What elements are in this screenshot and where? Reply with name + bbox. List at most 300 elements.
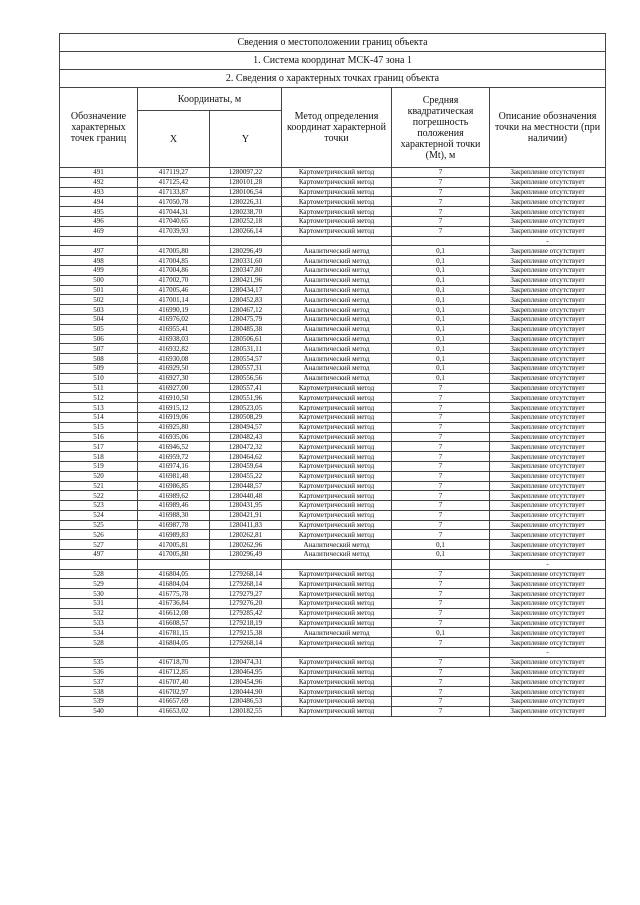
description-cell: Закрепление отсутствует (490, 638, 606, 648)
accuracy-cell: 7 (392, 393, 490, 403)
accuracy-cell: 7 (392, 187, 490, 197)
empty-cell (138, 236, 210, 246)
coord-x-cell: 416915,12 (138, 403, 210, 413)
coord-y-cell: 1280523,05 (210, 403, 282, 413)
point-number-cell: 511 (60, 383, 138, 393)
table-row (60, 285, 606, 295)
accuracy-cell: 7 (392, 412, 490, 422)
coord-x-cell: 416989,46 (138, 501, 210, 511)
accuracy-cell: 0,1 (392, 550, 490, 560)
coord-x-cell: 416989,62 (138, 491, 210, 501)
coord-x-cell: 416657,69 (138, 697, 210, 707)
coord-x-cell: 416653,02 (138, 706, 210, 716)
accuracy-cell: 7 (392, 452, 490, 462)
table-row (60, 657, 606, 667)
table-row (60, 246, 606, 256)
accuracy-cell: 7 (392, 226, 490, 236)
coord-y-cell: 1280182,55 (210, 706, 282, 716)
description-cell: Закрепление отсутствует (490, 373, 606, 383)
coord-x-cell: 416988,30 (138, 510, 210, 520)
table-row (60, 363, 606, 373)
method-cell: Картометрический метод (282, 471, 392, 481)
accuracy-cell: 7 (392, 677, 490, 687)
method-cell: Аналитический метод (282, 324, 392, 334)
coord-y-cell: 1280434,17 (210, 285, 282, 295)
method-cell: Аналитический метод (282, 256, 392, 266)
method-cell: Аналитический метод (282, 344, 392, 354)
point-number-cell: 505 (60, 324, 138, 334)
coord-x-cell: 416707,40 (138, 677, 210, 687)
point-number-cell: 533 (60, 618, 138, 628)
empty-cell (60, 559, 138, 569)
coord-x-cell: 417001,14 (138, 295, 210, 305)
coord-y-cell: 1280262,81 (210, 530, 282, 540)
accuracy-cell: 0,1 (392, 275, 490, 285)
table-row (60, 177, 606, 187)
empty-cell (60, 648, 138, 658)
description-cell: Закрепление отсутствует (490, 226, 606, 236)
coord-y-cell: 1280551,96 (210, 393, 282, 403)
table-row (60, 295, 606, 305)
point-number-cell: 539 (60, 697, 138, 707)
method-cell: Картометрический метод (282, 216, 392, 226)
table-row (60, 618, 606, 628)
accuracy-cell: 0,1 (392, 246, 490, 256)
group-separator-row (60, 559, 606, 569)
document-sheet (59, 33, 605, 717)
coord-y-cell: 1280448,57 (210, 481, 282, 491)
method-cell: Картометрический метод (282, 657, 392, 667)
coord-x-cell: 416986,85 (138, 481, 210, 491)
coord-x-cell: 417044,31 (138, 207, 210, 217)
accuracy-cell: 7 (392, 383, 490, 393)
description-cell: Закрепление отсутствует (490, 608, 606, 618)
description-cell: Закрепление отсутствует (490, 510, 606, 520)
point-number-cell: 520 (60, 471, 138, 481)
coord-y-cell: 1280266,14 (210, 226, 282, 236)
table-row (60, 599, 606, 609)
accuracy-cell: 7 (392, 638, 490, 648)
method-cell: Картометрический метод (282, 481, 392, 491)
empty-cell (138, 648, 210, 658)
table-row (60, 197, 606, 207)
coord-x-cell: 416775,78 (138, 589, 210, 599)
coord-x-cell: 416910,50 (138, 393, 210, 403)
accuracy-cell: 7 (392, 510, 490, 520)
coord-x-cell: 417005,80 (138, 246, 210, 256)
table-row (60, 628, 606, 638)
description-cell: Закрепление отсутствует (490, 520, 606, 530)
description-cell: Закрепление отсутствует (490, 324, 606, 334)
coord-x-cell: 416804,05 (138, 638, 210, 648)
table-row (60, 354, 606, 364)
point-number-cell: 516 (60, 432, 138, 442)
accuracy-cell: 7 (392, 697, 490, 707)
point-number-cell: 527 (60, 540, 138, 550)
table-row (60, 422, 606, 432)
point-number-cell: 509 (60, 363, 138, 373)
method-cell: Картометрический метод (282, 520, 392, 530)
coord-x-cell: 417119,27 (138, 168, 210, 178)
coord-y-cell: 1280455,22 (210, 471, 282, 481)
accuracy-cell: 7 (392, 197, 490, 207)
table-row (60, 432, 606, 442)
coord-y-cell: 1280486,53 (210, 697, 282, 707)
description-cell: Закрепление отсутствует (490, 295, 606, 305)
point-number-cell: 515 (60, 422, 138, 432)
point-number-cell: 510 (60, 373, 138, 383)
coord-x-cell: 416925,80 (138, 422, 210, 432)
method-cell: Аналитический метод (282, 628, 392, 638)
coord-y-cell: 1279285,42 (210, 608, 282, 618)
point-number-cell: 537 (60, 677, 138, 687)
table-row (60, 579, 606, 589)
separator-cell: - (490, 648, 606, 658)
method-cell: Аналитический метод (282, 285, 392, 295)
coord-x-cell: 416712,85 (138, 667, 210, 677)
coord-x-cell: 416990,19 (138, 305, 210, 315)
description-cell: Закрепление отсутствует (490, 589, 606, 599)
coord-y-cell: 1280452,83 (210, 295, 282, 305)
coord-y-cell: 1280252,18 (210, 216, 282, 226)
coord-y-cell: 1280097,22 (210, 168, 282, 178)
header-x: X (138, 111, 210, 168)
table-row (60, 324, 606, 334)
coord-y-cell: 1280411,83 (210, 520, 282, 530)
point-number-cell: 501 (60, 285, 138, 295)
description-cell: Закрепление отсутствует (490, 363, 606, 373)
empty-cell (210, 559, 282, 569)
accuracy-cell: 0,1 (392, 256, 490, 266)
table-row (60, 667, 606, 677)
coord-x-cell: 416981,48 (138, 471, 210, 481)
coord-y-cell: 1280331,60 (210, 256, 282, 266)
coord-y-cell: 1280459,64 (210, 461, 282, 471)
accuracy-cell: 0,1 (392, 295, 490, 305)
coord-x-cell: 417004,86 (138, 265, 210, 275)
accuracy-cell: 7 (392, 442, 490, 452)
point-number-cell: 531 (60, 599, 138, 609)
description-cell: Закрепление отсутствует (490, 197, 606, 207)
header-method: Метод определения координат характерной точки (282, 88, 392, 168)
table-row (60, 530, 606, 540)
table-row (60, 442, 606, 452)
accuracy-cell: 7 (392, 461, 490, 471)
accuracy-cell: 7 (392, 657, 490, 667)
coord-x-cell: 417039,93 (138, 226, 210, 236)
method-cell: Картометрический метод (282, 687, 392, 697)
group-separator-row (60, 648, 606, 658)
coord-y-cell: 1280482,43 (210, 432, 282, 442)
description-cell: Закрепление отсутствует (490, 216, 606, 226)
coord-x-cell: 416927,30 (138, 373, 210, 383)
coord-y-cell: 1280494,57 (210, 422, 282, 432)
point-number-cell: 528 (60, 638, 138, 648)
accuracy-cell: 7 (392, 687, 490, 697)
empty-cell (282, 648, 392, 658)
table-row (60, 481, 606, 491)
accuracy-cell: 7 (392, 471, 490, 481)
point-number-cell: 540 (60, 706, 138, 716)
coord-x-cell: 416987,78 (138, 520, 210, 530)
description-cell: Закрепление отсутствует (490, 187, 606, 197)
description-cell: Закрепление отсутствует (490, 677, 606, 687)
table-row (60, 393, 606, 403)
accuracy-cell: 7 (392, 569, 490, 579)
coord-x-cell: 416946,52 (138, 442, 210, 452)
method-cell: Картометрический метод (282, 491, 392, 501)
group-separator-row (60, 236, 606, 246)
coord-y-cell: 1279268,14 (210, 569, 282, 579)
accuracy-cell: 7 (392, 618, 490, 628)
table-row (60, 510, 606, 520)
description-cell: Закрепление отсутствует (490, 422, 606, 432)
method-cell: Картометрический метод (282, 226, 392, 236)
point-number-cell: 530 (60, 589, 138, 599)
accuracy-cell: 0,1 (392, 354, 490, 364)
description-cell: Закрепление отсутствует (490, 569, 606, 579)
description-cell: Закрепление отсутствует (490, 540, 606, 550)
table-row (60, 569, 606, 579)
coord-x-cell: 416804,04 (138, 579, 210, 589)
coord-x-cell: 416935,06 (138, 432, 210, 442)
coord-y-cell: 1280347,80 (210, 265, 282, 275)
point-number-cell: 535 (60, 657, 138, 667)
description-cell: Закрепление отсутствует (490, 334, 606, 344)
coord-x-cell: 416927,00 (138, 383, 210, 393)
table-row (60, 589, 606, 599)
coord-x-cell: 416736,84 (138, 599, 210, 609)
method-cell: Аналитический метод (282, 540, 392, 550)
method-cell: Аналитический метод (282, 275, 392, 285)
point-number-cell: 514 (60, 412, 138, 422)
description-cell: Закрепление отсутствует (490, 432, 606, 442)
point-number-cell: 508 (60, 354, 138, 364)
table-row (60, 638, 606, 648)
coord-y-cell: 1280557,31 (210, 363, 282, 373)
point-number-cell: 523 (60, 501, 138, 511)
coord-x-cell: 416989,83 (138, 530, 210, 540)
coord-x-cell: 416804,05 (138, 569, 210, 579)
coord-x-cell: 417005,81 (138, 540, 210, 550)
coord-x-cell: 417004,85 (138, 256, 210, 266)
coord-x-cell: 416976,02 (138, 314, 210, 324)
coord-x-cell: 416929,50 (138, 363, 210, 373)
point-number-cell: 518 (60, 452, 138, 462)
coord-y-cell: 1280467,12 (210, 305, 282, 315)
description-cell: Закрепление отсутствует (490, 168, 606, 178)
accuracy-cell: 0,1 (392, 305, 490, 315)
accuracy-cell: 7 (392, 481, 490, 491)
table-row (60, 491, 606, 501)
method-cell: Картометрический метод (282, 697, 392, 707)
point-number-cell: 522 (60, 491, 138, 501)
header-description: Описание обозначения точки на местности (при наличии) (490, 88, 606, 168)
table-row (60, 334, 606, 344)
coord-y-cell: 1280475,79 (210, 314, 282, 324)
coord-y-cell: 1280106,54 (210, 187, 282, 197)
table-row (60, 540, 606, 550)
description-cell: Закрепление отсутствует (490, 412, 606, 422)
accuracy-cell: 7 (392, 530, 490, 540)
empty-cell (392, 559, 490, 569)
accuracy-cell: 7 (392, 589, 490, 599)
empty-cell (282, 559, 392, 569)
point-number-cell: 525 (60, 520, 138, 530)
method-cell: Аналитический метод (282, 246, 392, 256)
method-cell: Картометрический метод (282, 177, 392, 187)
header-accuracy: Средняя квадратическая погрешность положения характерной точки (Mt), м (392, 88, 490, 168)
description-cell: Закрепление отсутствует (490, 354, 606, 364)
coord-y-cell: 1280454,96 (210, 677, 282, 687)
description-cell: Закрепление отсутствует (490, 667, 606, 677)
table-row (60, 265, 606, 275)
accuracy-cell: 7 (392, 422, 490, 432)
coord-y-cell: 1280464,95 (210, 667, 282, 677)
point-number-cell: 528 (60, 569, 138, 579)
point-number-cell: 469 (60, 226, 138, 236)
method-cell: Аналитический метод (282, 373, 392, 383)
method-cell: Аналитический метод (282, 265, 392, 275)
description-cell: Закрепление отсутствует (490, 314, 606, 324)
method-cell: Аналитический метод (282, 550, 392, 560)
description-cell: Закрепление отсутствует (490, 265, 606, 275)
point-number-cell: 493 (60, 187, 138, 197)
coord-y-cell: 1280444,90 (210, 687, 282, 697)
table-row (60, 608, 606, 618)
description-cell: Закрепление отсутствует (490, 256, 606, 266)
accuracy-cell: 7 (392, 177, 490, 187)
point-number-cell: 497 (60, 550, 138, 560)
point-number-cell: 495 (60, 207, 138, 217)
description-cell: Закрепление отсутствует (490, 442, 606, 452)
accuracy-cell: 7 (392, 207, 490, 217)
method-cell: Картометрический метод (282, 168, 392, 178)
accuracy-cell: 7 (392, 403, 490, 413)
point-number-cell: 498 (60, 256, 138, 266)
method-cell: Картометрический метод (282, 452, 392, 462)
coord-y-cell: 1279215,38 (210, 628, 282, 638)
coord-x-cell: 417133,87 (138, 187, 210, 197)
coord-y-cell: 1280506,61 (210, 334, 282, 344)
coord-y-cell: 1279279,27 (210, 589, 282, 599)
table-row (60, 452, 606, 462)
accuracy-cell: 7 (392, 667, 490, 677)
coord-y-cell: 1280557,41 (210, 383, 282, 393)
coord-y-cell: 1279276,20 (210, 599, 282, 609)
accuracy-cell: 7 (392, 432, 490, 442)
empty-cell (210, 648, 282, 658)
accuracy-cell: 7 (392, 599, 490, 609)
description-cell: Закрепление отсутствует (490, 383, 606, 393)
method-cell: Картометрический метод (282, 422, 392, 432)
description-cell: Закрепление отсутствует (490, 344, 606, 354)
empty-cell (60, 236, 138, 246)
header-y: Y (210, 111, 282, 168)
method-cell: Картометрический метод (282, 393, 392, 403)
coord-x-cell: 417002,70 (138, 275, 210, 285)
description-cell: Закрепление отсутствует (490, 285, 606, 295)
coord-y-cell: 1280101,28 (210, 177, 282, 187)
point-number-cell: 499 (60, 265, 138, 275)
point-number-cell: 507 (60, 344, 138, 354)
table-row (60, 226, 606, 236)
method-cell: Картометрический метод (282, 569, 392, 579)
accuracy-cell: 7 (392, 579, 490, 589)
coord-x-cell: 416718,70 (138, 657, 210, 667)
method-cell: Картометрический метод (282, 579, 392, 589)
description-cell: Закрепление отсутствует (490, 207, 606, 217)
method-cell: Аналитический метод (282, 305, 392, 315)
accuracy-cell: 0,1 (392, 324, 490, 334)
description-cell: Закрепление отсутствует (490, 618, 606, 628)
coord-y-cell: 1280421,91 (210, 510, 282, 520)
description-cell: Закрепление отсутствует (490, 599, 606, 609)
coord-y-cell: 1280472,32 (210, 442, 282, 452)
method-cell: Картометрический метод (282, 530, 392, 540)
description-cell: Закрепление отсутствует (490, 501, 606, 511)
coord-x-cell: 416930,08 (138, 354, 210, 364)
coord-y-cell: 1280554,57 (210, 354, 282, 364)
accuracy-cell: 0,1 (392, 265, 490, 275)
separator-cell: - (490, 236, 606, 246)
description-cell: Закрепление отсутствует (490, 657, 606, 667)
table-row (60, 373, 606, 383)
point-number-cell: 517 (60, 442, 138, 452)
coord-y-cell: 1280262,96 (210, 540, 282, 550)
method-cell: Аналитический метод (282, 354, 392, 364)
empty-cell (392, 648, 490, 658)
accuracy-cell: 7 (392, 491, 490, 501)
coord-x-cell: 416612,08 (138, 608, 210, 618)
method-cell: Картометрический метод (282, 187, 392, 197)
description-cell: Закрепление отсутствует (490, 452, 606, 462)
coord-y-cell: 1280531,11 (210, 344, 282, 354)
point-number-cell: 536 (60, 667, 138, 677)
coord-x-cell: 417005,80 (138, 550, 210, 560)
point-number-cell: 506 (60, 334, 138, 344)
accuracy-cell: 7 (392, 168, 490, 178)
accuracy-cell: 0,1 (392, 540, 490, 550)
points-section-title: 2. Сведения о характерных точках границ объекта (60, 70, 606, 88)
accuracy-cell: 7 (392, 706, 490, 716)
method-cell: Картометрический метод (282, 706, 392, 716)
description-cell: Закрепление отсутствует (490, 305, 606, 315)
method-cell: Картометрический метод (282, 197, 392, 207)
table-row (60, 344, 606, 354)
point-number-cell: 503 (60, 305, 138, 315)
method-cell: Картометрический метод (282, 510, 392, 520)
point-number-cell: 529 (60, 579, 138, 589)
accuracy-cell: 7 (392, 501, 490, 511)
coord-y-cell: 1280508,29 (210, 412, 282, 422)
accuracy-cell: 0,1 (392, 373, 490, 383)
method-cell: Картометрический метод (282, 638, 392, 648)
header-point: Обозначение характерных точек границ (60, 88, 138, 168)
table-row (60, 677, 606, 687)
method-cell: Картометрический метод (282, 412, 392, 422)
coord-y-cell: 1280296,49 (210, 550, 282, 560)
accuracy-cell: 7 (392, 216, 490, 226)
coord-x-cell: 416702,97 (138, 687, 210, 697)
table-row (60, 471, 606, 481)
coord-x-cell: 416938,03 (138, 334, 210, 344)
point-number-cell: 494 (60, 197, 138, 207)
table-row (60, 403, 606, 413)
coord-x-cell: 416955,41 (138, 324, 210, 334)
coord-y-cell: 1279268,14 (210, 638, 282, 648)
point-number-cell: 526 (60, 530, 138, 540)
